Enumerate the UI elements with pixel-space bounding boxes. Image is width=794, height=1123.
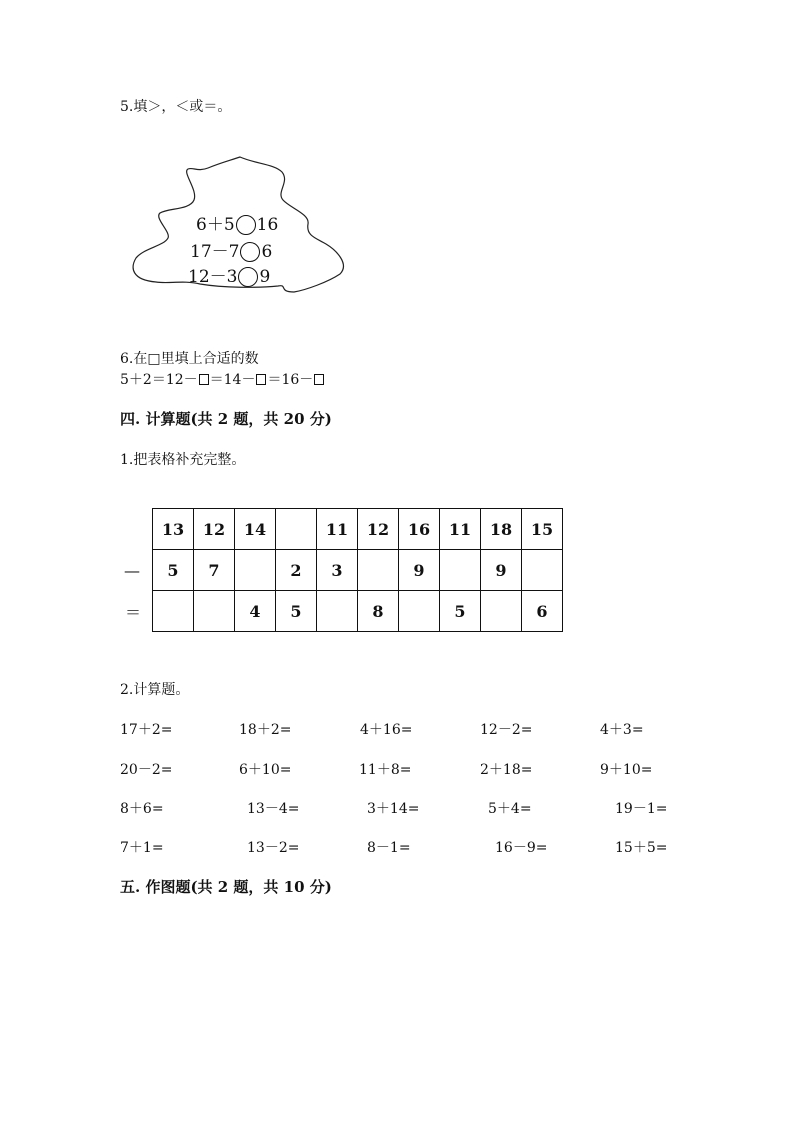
compare-line-3 (188, 266, 270, 287)
table-cell: 9 (481, 550, 522, 591)
table-cell[interactable] (194, 591, 235, 632)
table-cell[interactable] (440, 550, 481, 591)
calc-item: 9＋10= (600, 762, 653, 778)
calc-item: 16－9= (495, 840, 548, 856)
table-cell: 5 (153, 550, 194, 591)
table-cell[interactable] (522, 550, 563, 591)
calc-item: 7＋1= (120, 840, 164, 856)
table-cell[interactable] (399, 591, 440, 632)
table-cell: 11 (317, 509, 358, 550)
table-cell: 12 (194, 509, 235, 550)
table-row (153, 550, 563, 591)
table-cell[interactable] (153, 591, 194, 632)
table-cell: 5 (440, 591, 481, 632)
answer-box-3[interactable] (314, 374, 324, 385)
compare-circle-3[interactable] (238, 267, 258, 287)
table-row (153, 509, 563, 550)
table-cell: 18 (481, 509, 522, 550)
row-label-minus: — (124, 561, 140, 580)
compare-line-1 (196, 214, 278, 235)
compare-left-3: 12－3 (188, 266, 238, 287)
q6-equation (120, 371, 325, 389)
q6-title: 6.在□里填上合适的数 (120, 351, 259, 367)
calc-item: 15＋5= (615, 840, 668, 856)
subtraction-table (152, 508, 563, 632)
q6-part-1: 5＋2＝12－ (120, 372, 198, 388)
calc-item: 6＋10= (239, 762, 292, 778)
table-cell[interactable] (235, 550, 276, 591)
table-cell: 8 (358, 591, 399, 632)
calc-item: 2＋18= (480, 762, 533, 778)
table-cell: 3 (317, 550, 358, 591)
calc-item: 18＋2= (239, 722, 292, 738)
table-cell: 14 (235, 509, 276, 550)
compare-circle-2[interactable] (240, 242, 260, 262)
s4q1-title: 1.把表格补充完整。 (120, 452, 246, 468)
table-cell: 12 (358, 509, 399, 550)
calc-item: 4＋3= (600, 722, 644, 738)
calc-item: 12－2= (480, 722, 533, 738)
table-cell[interactable] (358, 550, 399, 591)
answer-box-2[interactable] (256, 374, 266, 385)
q5-title: 5.填＞，＜或＝。 (120, 99, 232, 115)
table-cell: 9 (399, 550, 440, 591)
calc-item: 3＋14= (367, 801, 420, 817)
compare-left-1: 6＋5 (196, 214, 235, 235)
calc-item: 5＋4= (488, 801, 532, 817)
q6-part-2: ＝14－ (209, 372, 256, 388)
calc-item: 19－1= (615, 801, 668, 817)
compare-left-2: 17－7 (190, 241, 240, 262)
table-cell: 5 (276, 591, 317, 632)
row-label-equals: ＝ (125, 603, 142, 622)
compare-circle-1[interactable] (236, 215, 256, 235)
table-cell: 11 (440, 509, 481, 550)
compare-line-2 (190, 241, 272, 262)
table-row (153, 591, 563, 632)
table-cell: 15 (522, 509, 563, 550)
s4q2-title: 2.计算题。 (120, 682, 190, 698)
table-cell: 13 (153, 509, 194, 550)
calc-item: 17＋2= (120, 722, 173, 738)
compare-right-1: 16 (256, 214, 279, 235)
calc-item: 8＋6= (120, 801, 164, 817)
section-4-heading: 四. 计算题(共 2 题，共 20 分) (120, 410, 332, 428)
table-cell: 7 (194, 550, 235, 591)
table-cell: 2 (276, 550, 317, 591)
compare-right-2: 6 (261, 241, 273, 262)
table-cell[interactable] (317, 591, 358, 632)
answer-box-1[interactable] (199, 374, 209, 385)
table-cell: 6 (522, 591, 563, 632)
calc-item: 11＋8= (359, 762, 412, 778)
calc-item: 20－2= (120, 762, 173, 778)
table-cell: 16 (399, 509, 440, 550)
table-cell: 4 (235, 591, 276, 632)
compare-right-3: 9 (259, 266, 271, 287)
table-cell[interactable] (481, 591, 522, 632)
calc-item: 8－1= (367, 840, 411, 856)
calc-item: 4＋16= (360, 722, 413, 738)
q6-part-3: ＝16－ (267, 372, 314, 388)
calc-item: 13－2= (247, 840, 300, 856)
calc-item: 13－4= (247, 801, 300, 817)
table-cell[interactable] (276, 509, 317, 550)
section-5-heading: 五. 作图题(共 2 题，共 10 分) (120, 878, 332, 896)
